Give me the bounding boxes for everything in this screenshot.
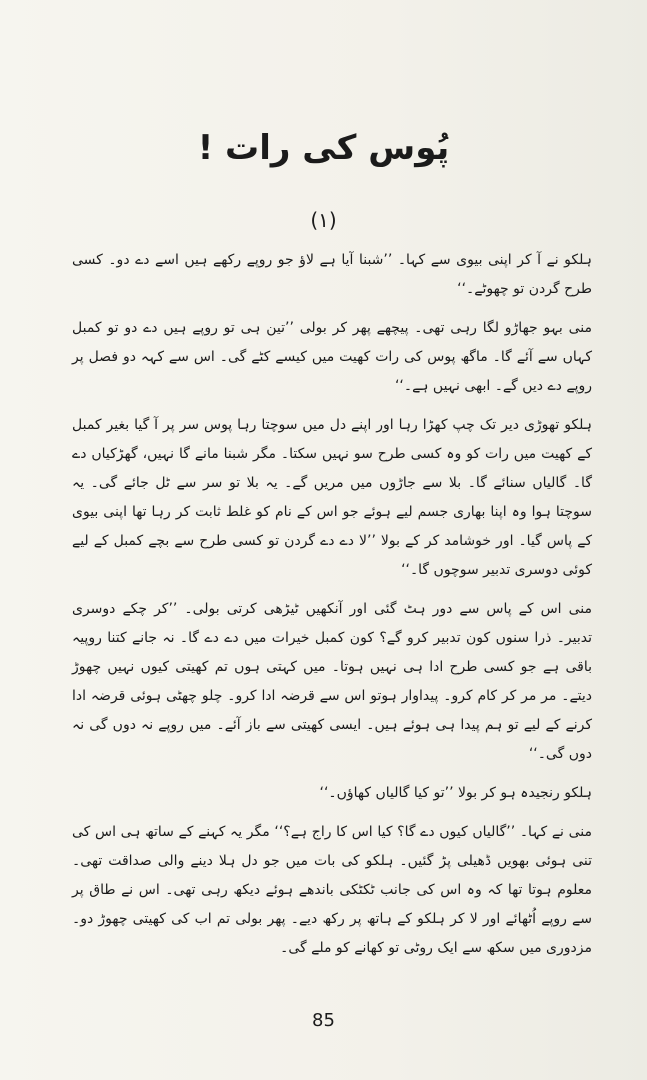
section-number: (۱) bbox=[310, 208, 337, 232]
paragraph: ہلکو رنجیدہ ہو کر بولا ’’تو کیا گالیاں کھاؤں۔‘‘ bbox=[319, 785, 592, 801]
page-number: 85 bbox=[312, 1010, 335, 1031]
paragraph: منی اس کے پاس سے دور ہٹ گئی اور آنکھیں ٹیڑھی کرتی بولی۔ ’’کر چکے دوسری تدبیر۔ ذرا سنوں کون تدبیر کرو گے؟ کون کمبل خیرات میں دے دے گا۔ نہ جانے کتنا روپیہ باقی ہے جو کسی طرح ادا ہی نہیں ہوتا۔ میں کہتی ہوں تم کھیتی کیوں نہیں چھوڑ دیتے۔ مر مر کر کام کرو۔ پیداوار ہوتو اس سے قرضہ ادا کرو۔ چلو چھٹی ہوئی قرضہ ادا کرنے کے لیے تو ہم پیدا ہی ہوئے ہیں۔ ایسی کھیتی سے باز آئے۔ میں روپے نہ دوں گی نہ دوں گی۔‘‘ bbox=[72, 601, 592, 762]
story-title: پُوس کی رات ! bbox=[197, 128, 450, 168]
paragraph: منی بہو جھاڑو لگا رہی تھی۔ پیچھے پھر کر بولی ’’تین ہی تو روپے ہیں دے دو تو کمبل کہاں سے آئے گا۔ ماگھ پوس کی رات کھیت میں کیسے کٹے گی۔ اس سے کہہ دو فصل پر روپے دے دیں گے۔ ابھی نہیں ہے۔‘‘ bbox=[72, 320, 592, 394]
paragraph: منی نے کہا۔ ’’گالیاں کیوں دے گا؟ کیا اس کا راج ہے؟‘‘ مگر یہ کہنے کے ساتھ ہی اس کی تنی ہوئی بھویں ڈھیلی پڑ گئیں۔ ہلکو کی بات میں جو دل ہلا دینے والی صداقت تھی۔ معلوم ہوتا تھا کہ وہ اس کی جانب ٹکٹکی باندھے ہوئے دیکھ رہی تھی۔ اس نے طاق پر سے روپے اُٹھائے اور لا کر ہلکو کے ہاتھ پر رکھ دیے۔ پھر بولی تم اب کی کھیتی چھوڑ دو۔ مزدوری میں سکھ سے ایک روٹی تو کھانے کو ملے گی۔ bbox=[72, 824, 592, 956]
story-body bbox=[72, 246, 592, 973]
paragraph: ہلکو نے آ کر اپنی بیوی سے کہا۔ ’’شبنا آیا ہے لاؤ جو روپے رکھے ہیں اسے دے دو۔ کسی طرح گردن تو چھوٹے۔‘‘ bbox=[72, 252, 592, 297]
paragraph: ہلکو تھوڑی دیر تک چپ کھڑا رہا اور اپنے دل میں سوچتا رہا پوس سر پر آ گیا بغیر کمبل کے کھیت میں رات کو وہ کسی طرح سو نہیں سکتا۔ مگر شبنا مانے گا نہیں، گھڑکیاں دے گا۔ گالیاں سنائے گا۔ بلا سے جاڑوں میں مریں گے۔ یہ بلا تو سر سے ٹل جائے گی۔ یہ سوچتا ہوا وہ اپنا بھاری جسم لیے ہوئے جو اس کے نام کو غلط ثابت کر رہا تھا اپنی بیوی کے پاس گیا۔ اور خوشامد کر کے بولا ’’لا دے دے گردن تو کسی طرح سے بچے کمبل کے لیے کوئی دوسری تدبیر سوچوں گا۔‘‘ bbox=[72, 417, 592, 578]
